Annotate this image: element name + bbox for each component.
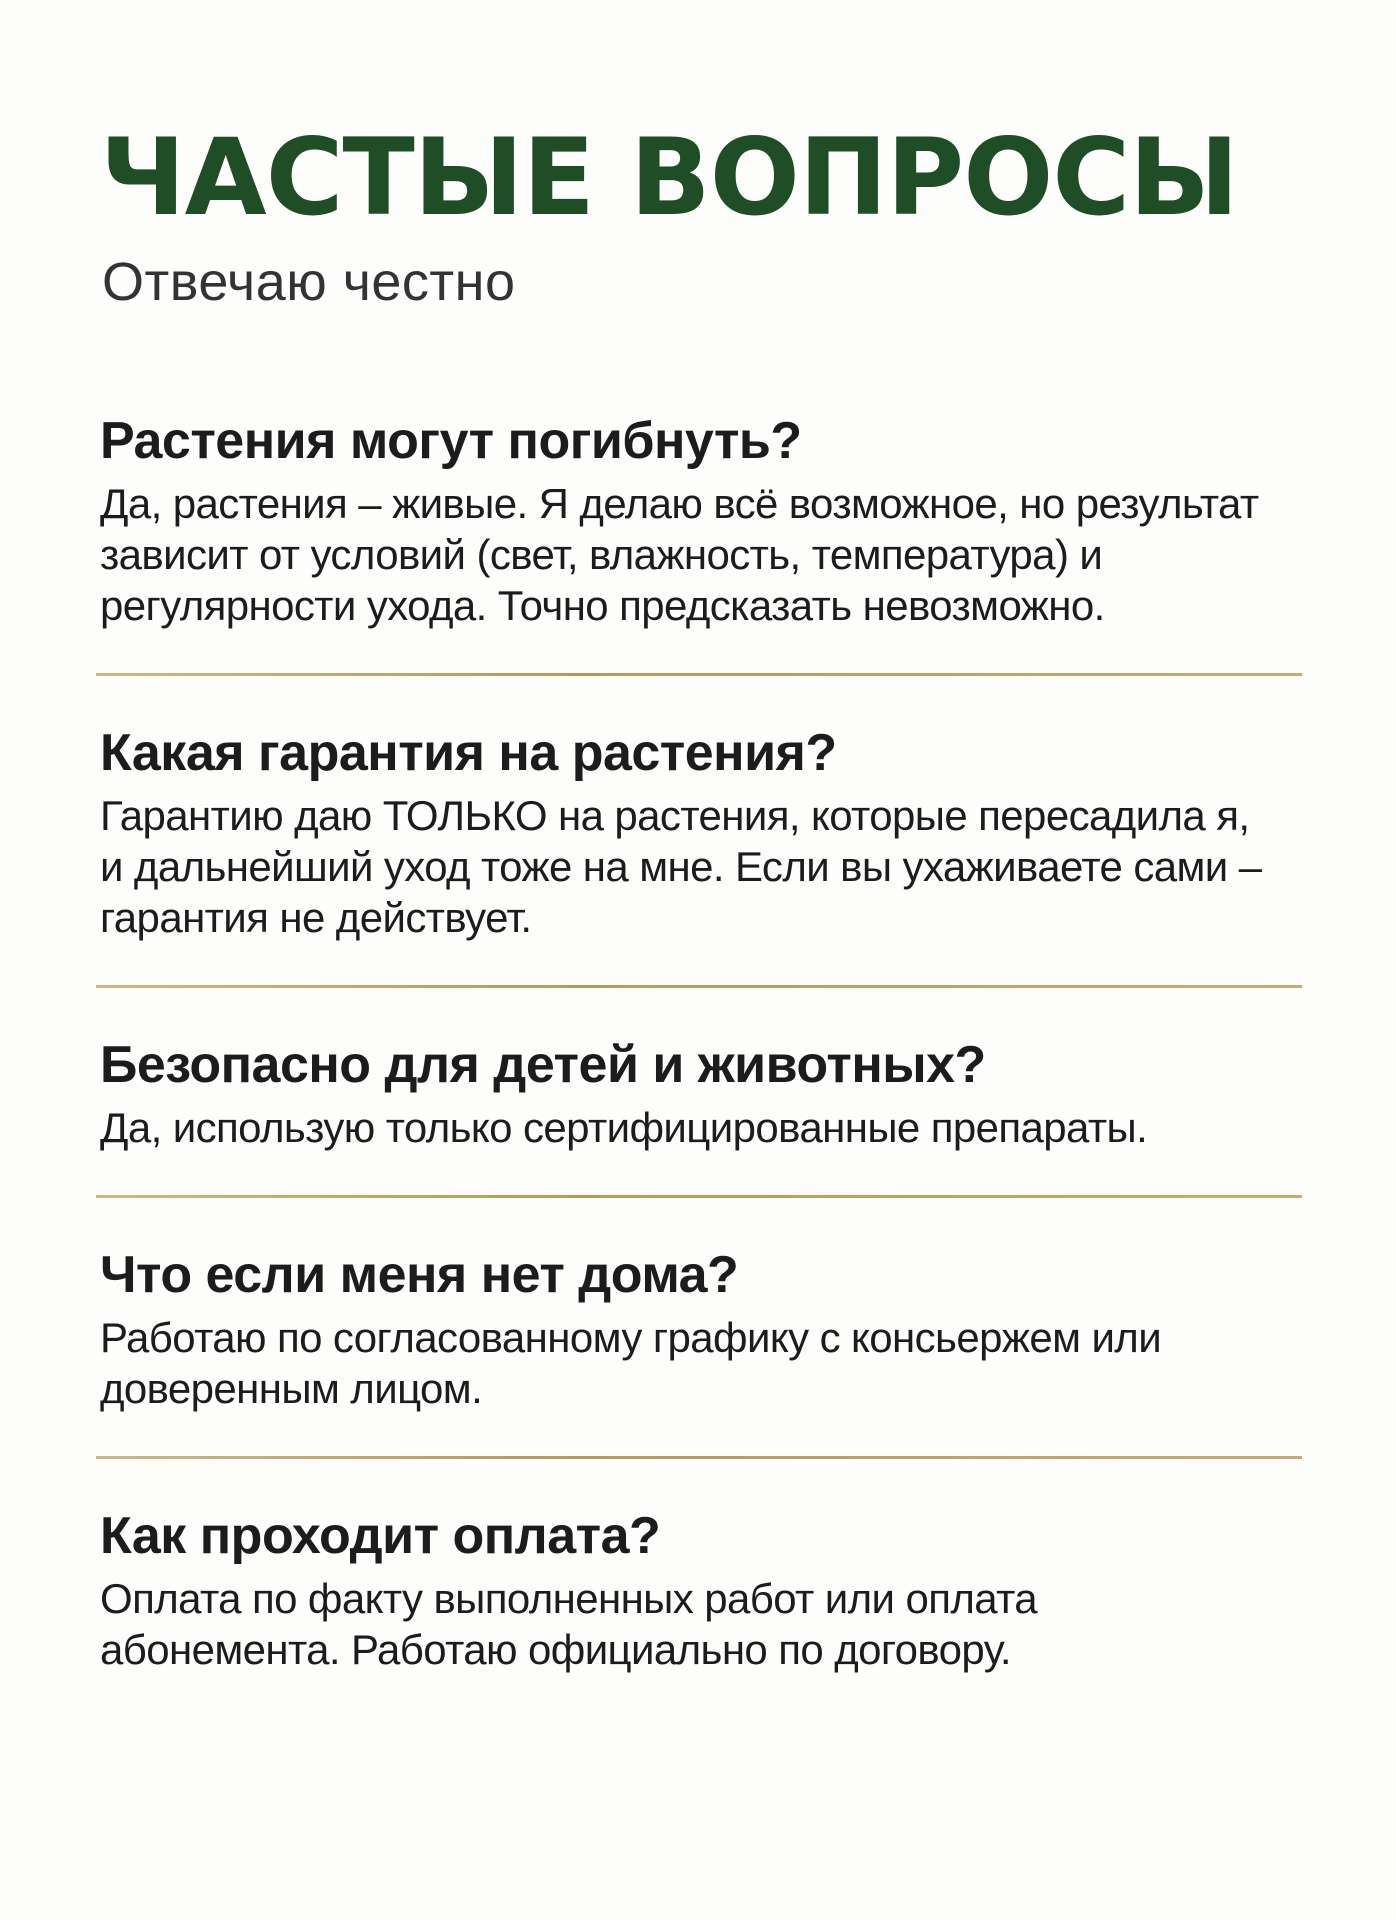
divider [96,1456,1302,1459]
divider [96,985,1302,988]
divider [96,1195,1302,1198]
faq-question: Что если меня нет дома? [100,1246,739,1304]
page-title: ЧАСТЫЕ ВОПРОСЫ [100,116,1238,239]
faq-question: Как проходит оплата? [100,1507,661,1565]
faq-answer: Да, использую только сертифицированные препараты. [100,1104,1148,1151]
faq-item-safety [100,1032,1304,1153]
faq-item-payment [100,1503,1304,1675]
faq-answer: Работаю по согласованному графику с консьержем или доверенным лицом. [100,1314,1162,1412]
faq-answer: Гарантию даю ТОЛЬКО на растения, которые пересадила я, и дальнейший уход тоже на мне. Если вы ухаживаете сами – гарантия не действует. [100,792,1262,941]
faq-question: Растения могут погибнуть? [100,412,802,470]
faq-item-guarantee [100,720,1304,943]
page-subtitle: Отвечаю честно [102,252,516,312]
faq-answer: Да, растения – живые. Я делаю всё возможное, но результат зависит от условий (свет, влажность, температура) и регулярности ухода. Точно предсказать невозможно. [100,480,1259,629]
faq-question: Какая гарантия на растения? [100,724,837,782]
faq-question: Безопасно для детей и животных? [100,1036,986,1094]
divider [96,673,1302,676]
faq-item-not-home [100,1242,1304,1414]
faq-answer: Оплата по факту выполненных работ или оплата абонемента. Работаю официально по договору. [100,1575,1038,1673]
faq-item-plants-die [100,408,1304,631]
faq-list [100,408,1304,1675]
